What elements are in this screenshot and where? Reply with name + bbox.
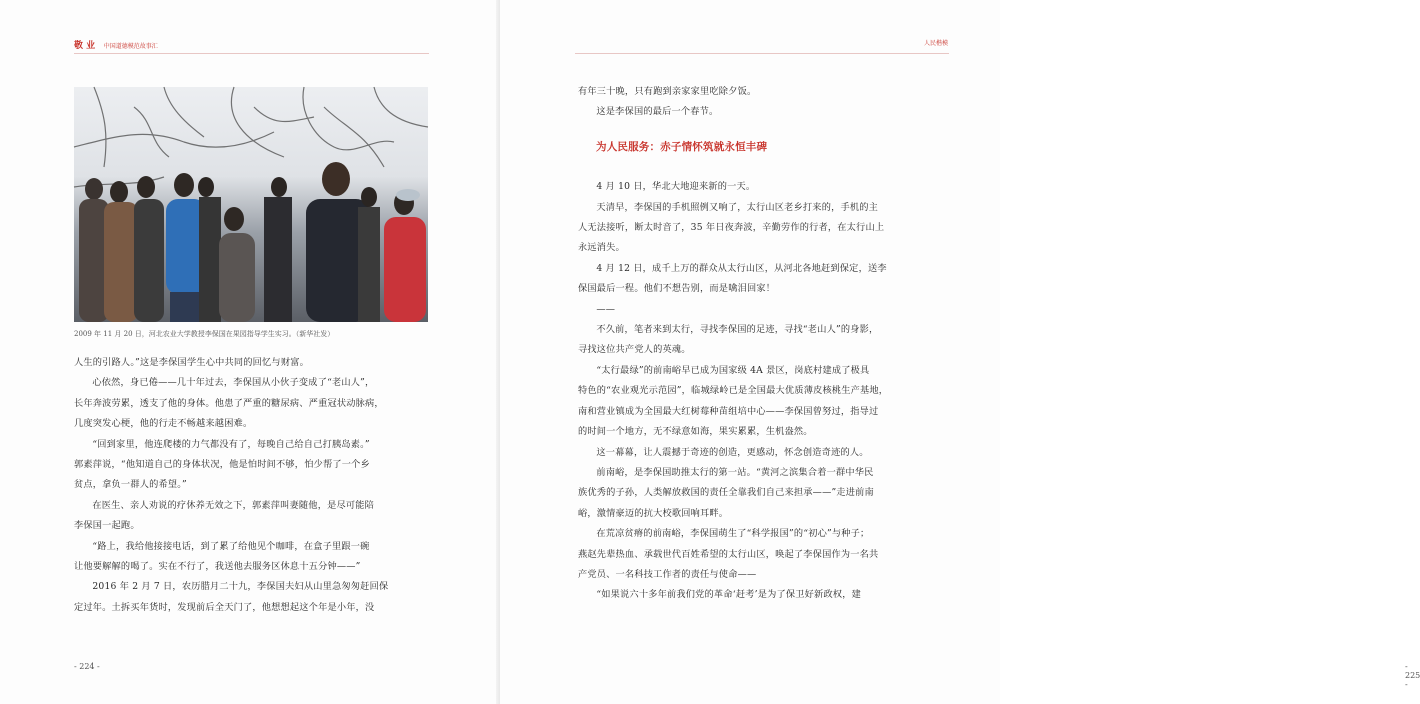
paragraph-line: 寻找这位共产党人的英魂。 — [578, 344, 691, 356]
paragraph-line: —— — [596, 303, 616, 315]
header-rule — [575, 53, 949, 54]
photo-caption: 2009 年 11 月 20 日，河北农业大学教授李保国在果园指导学生实习。（新华社发） — [74, 330, 335, 338]
paragraph-line: 人无法接听，断太时音了，35 年日夜奔波，辛勤劳作的行者，在太行山上 — [578, 222, 885, 234]
paragraph-line: 南和营业镇成为全国最大红树莓种苗组培中心——李保国曾努过，指导过 — [578, 405, 879, 417]
spacer — [578, 169, 956, 177]
paragraph-line: 2016 年 2 月 7 日，农历腊月二十九，李保国夫妇从山里急匆匆赶回保 — [92, 581, 389, 593]
orchard-photo-illustration — [74, 87, 428, 322]
paragraph-line: 这一幕幕，让人震撼于奇迹的创造，更感动，怀念创造奇迹的人。 — [596, 446, 869, 458]
left-page — [0, 0, 500, 704]
photo-professor-with-students — [74, 87, 428, 322]
paragraph-line: 永远消失。 — [578, 242, 625, 254]
paragraph-line: 这是李保国的最后一个春节。 — [596, 106, 719, 118]
paragraph-line: 不久前，笔者来到太行，寻找李保国的足迹，寻找“老山人”的身影， — [596, 324, 879, 336]
paragraph-line: 几度突发心梗，他的行走不畅越来越困难。 — [74, 418, 253, 430]
paragraph-line: 前南峪，是李保国助推太行的第一站。“黄河之滨集合着一群中华民 — [596, 466, 874, 478]
paragraph-line: 心依然，身已倦——几十年过去，李保国从小伙子变成了“老山人”， — [92, 377, 375, 389]
paragraph-line: 郭素萍说，“他知道自己的身体状况，他是怕时间不够，怕少帮了一个乡 — [74, 459, 370, 471]
running-head-left — [74, 38, 158, 51]
paragraph-line: 长年奔波劳累，透支了他的身体。他患了严重的糖尿病、严重冠状动脉病， — [74, 397, 384, 409]
paragraph-line: 人生的引路人。”这是李保国学生心中共同的回忆与财富。 — [74, 357, 309, 368]
paragraph-line: 天清早，李保国的手机照例又响了，太行山区老乡打来的，手机的主 — [596, 201, 879, 213]
header-rule — [74, 53, 429, 54]
paragraph-line: 贫点，拿负一群人的希望。” — [74, 479, 187, 491]
paragraph-line: 李保国一起跑。 — [74, 520, 140, 532]
running-head-mark: 敬 业 — [74, 41, 96, 51]
paragraph-line: 特色的“农业观光示范园”，临城绿岭已是全国最大优质薄皮核桃生产基地， — [578, 385, 889, 397]
paragraph-line: “路上，我给他接接电话，到了累了给他见个咖啡，在盒子里跟一碗 — [92, 540, 370, 552]
page-number-right: - 225 - — [1405, 662, 1420, 689]
right-body-text — [578, 82, 956, 606]
section-heading: 为人民服务：赤子情怀筑就永恒丰碑 — [596, 140, 768, 153]
paragraph-line: 产党员、一名科技工作者的责任与使命—— — [578, 568, 757, 580]
paragraph-line: 峪，激情豪迈的抗大校歌回响耳畔。 — [578, 507, 729, 519]
paragraph-line: 燕赵先辈热血、承载世代百姓希望的太行山区，唤起了李保国作为一名共 — [578, 548, 879, 560]
page-number-left: - 224 - — [74, 662, 100, 671]
paragraph-line: 4 月 10 日，华北大地迎来新的一天。 — [596, 181, 756, 193]
paragraph-line: 的时间一个地方，无不绿意如海，果实累累，生机盎然。 — [578, 426, 813, 438]
paragraph-line: 在医生、亲人劝说的疗休养无效之下，郭素萍叫妻随他，是尽可能陪 — [92, 499, 375, 511]
left-body-text — [74, 353, 436, 618]
paragraph-line: “回到家里，他连爬楼的力气都没有了，每晚自己给自己打胰岛素。” — [92, 438, 370, 450]
paragraph-line: “太行最绿”的前南峪早已成为国家级 4A 景区，岗底村建成了极具 — [596, 364, 870, 376]
paragraph-line: 有年三十晚，只有跑到亲家家里吃除夕饭。 — [578, 86, 757, 97]
running-head-title: 人民楷模 — [923, 40, 948, 47]
running-head-title: 中国道德模范故事汇 — [103, 43, 158, 50]
paragraph-line: “如果说六十多年前我们党的革命‘赶考’是为了保卫好新政权，建 — [596, 589, 861, 601]
paragraph-line: 4 月 12 日，成千上万的群众从太行山区，从河北各地赶到保定，送李 — [596, 262, 887, 274]
running-head-right — [924, 38, 948, 47]
paragraph-line: 定过年。土拆买年货时，发现前后全天门了，他想想起这个年是小年，没 — [74, 601, 375, 613]
paragraph-line: 保国最后一程。他们不想告别，而是噙泪回家！ — [578, 283, 776, 295]
paragraph-line: 让他要解解的喝了。实在不行了，我送他去服务区休息十五分钟——” — [74, 561, 361, 573]
paragraph-line: 在荒凉贫瘠的前南峪，李保国萌生了“科学报国”的“初心”与种子； — [596, 528, 870, 540]
paragraph-line: 族优秀的子孙，人类解放救国的责任全靠我们自己来担承——”走进前南 — [578, 487, 874, 499]
